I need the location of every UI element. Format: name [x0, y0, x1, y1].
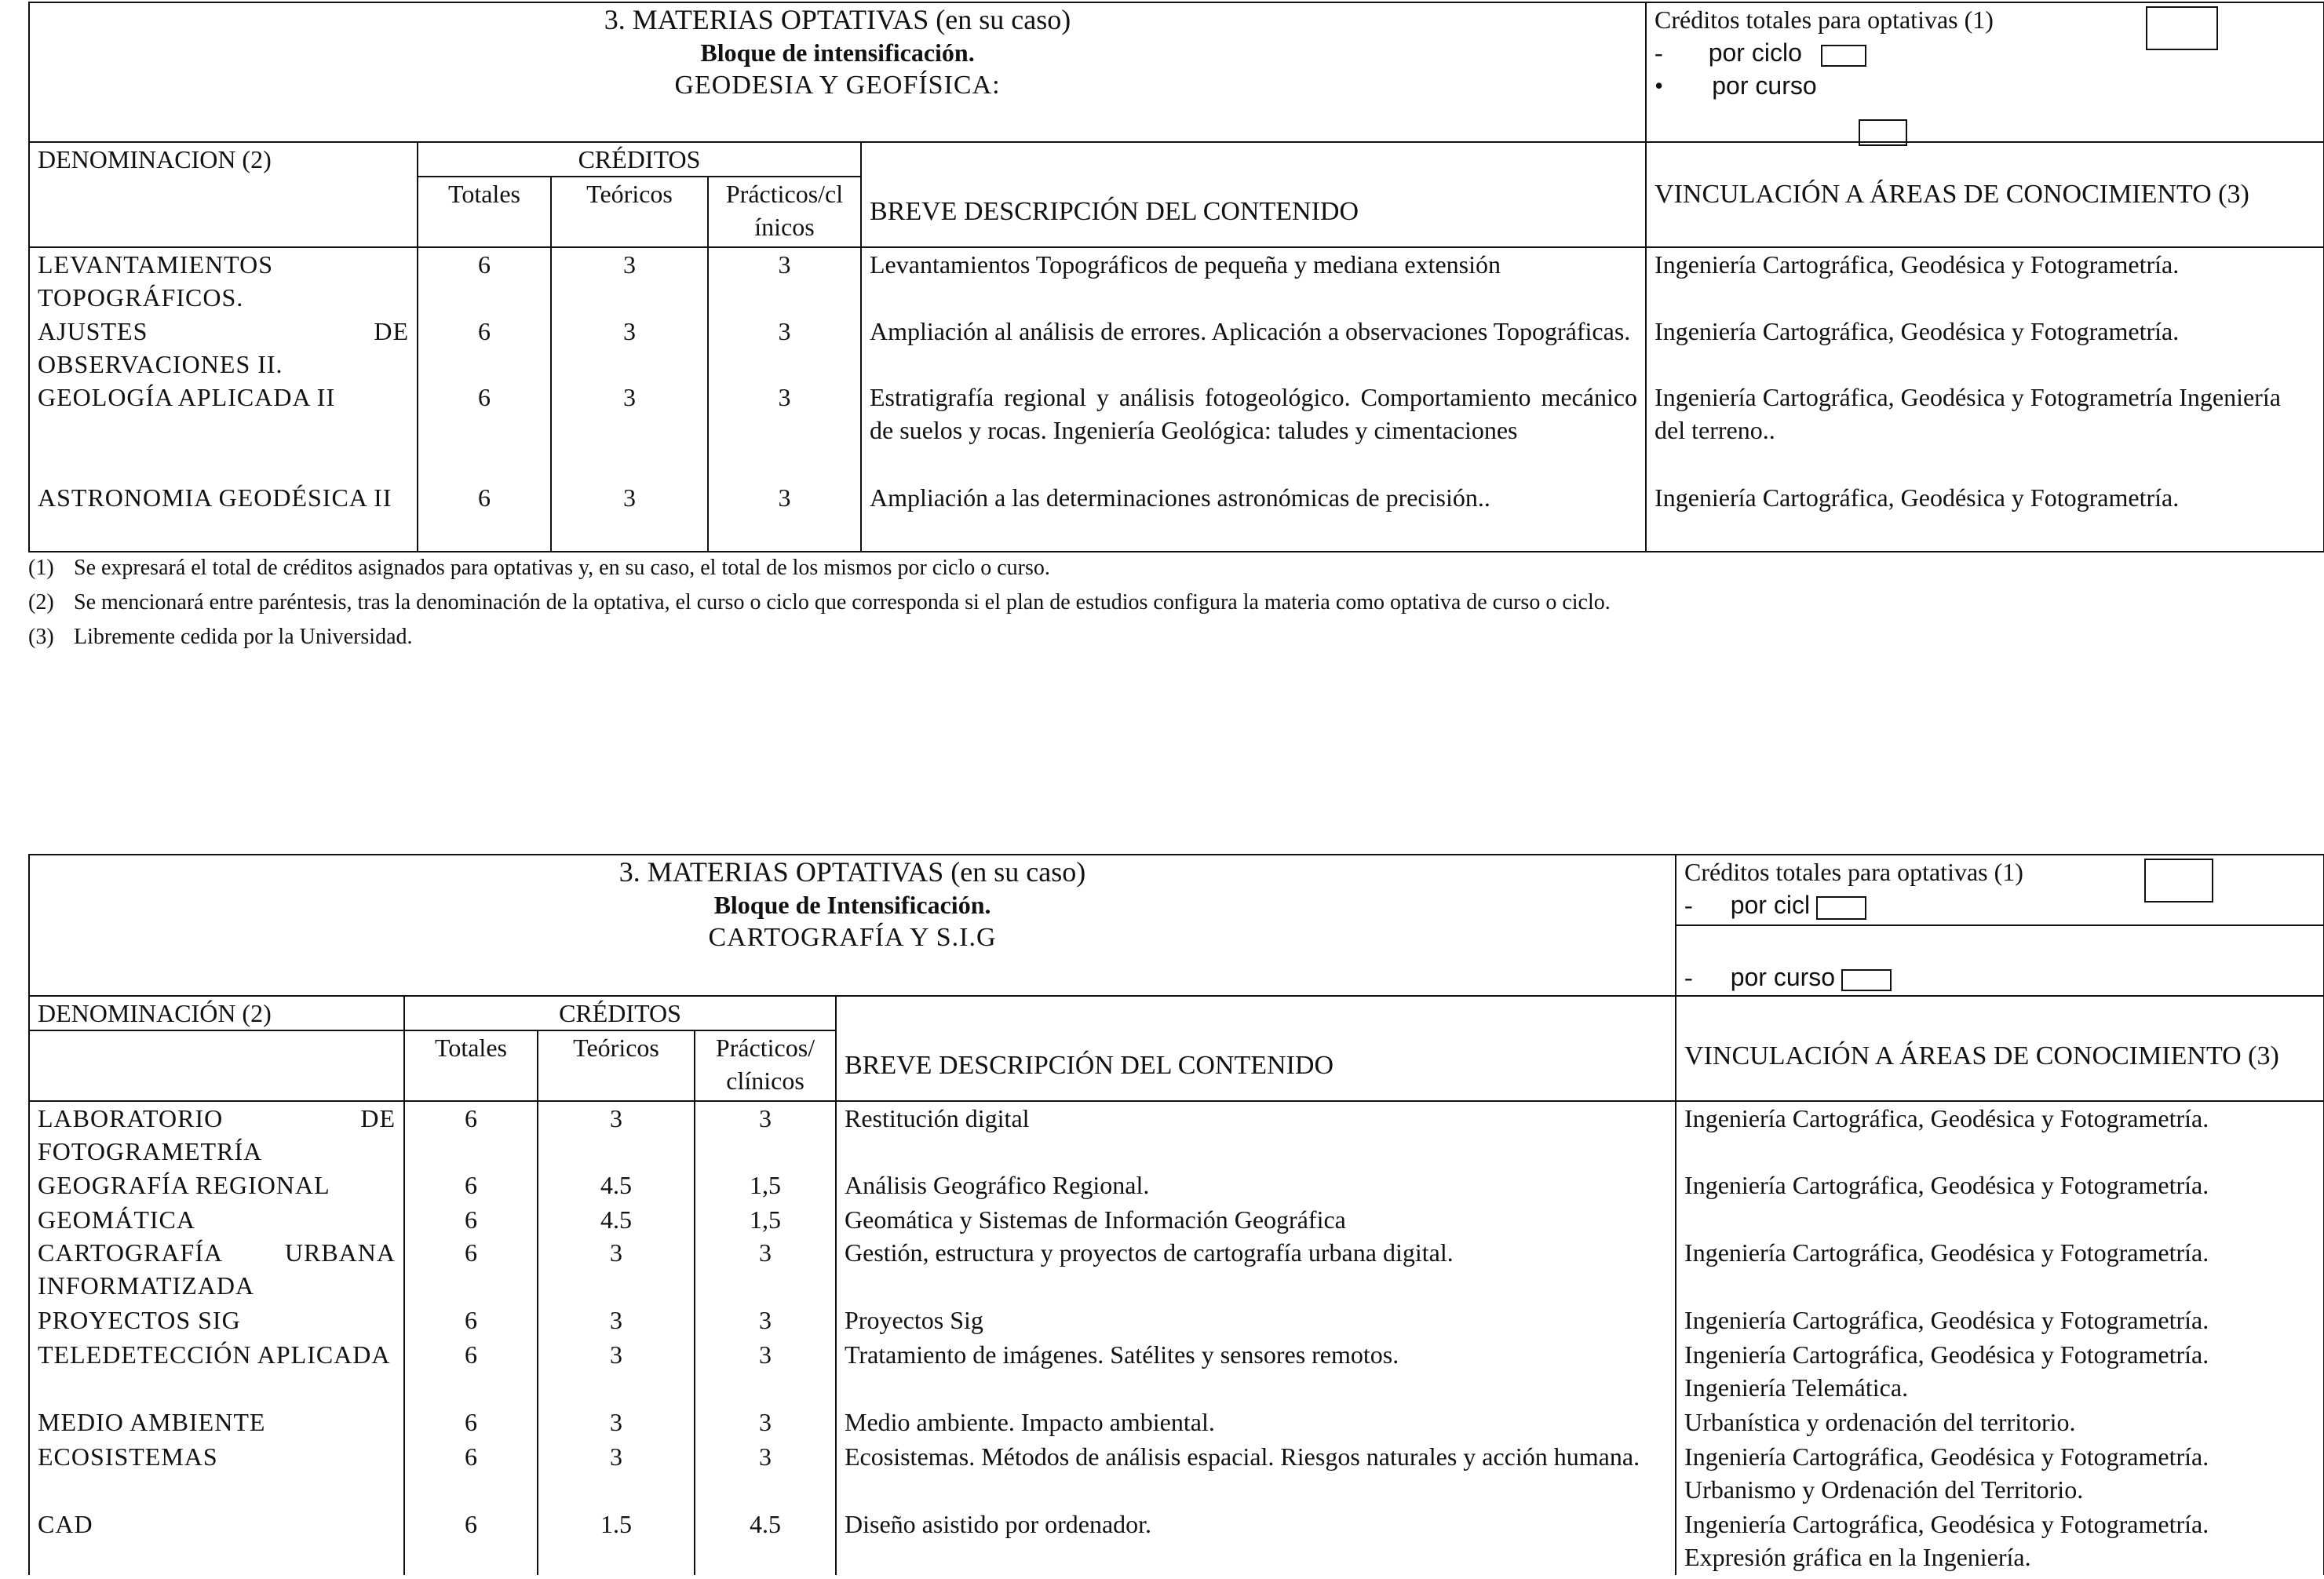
table-geodesia [28, 2, 2323, 552]
row-descripcion: Geomática y Sistemas de Información Geográfica [836, 1203, 1676, 1236]
denominacion-blank [29, 177, 418, 247]
col-practicos: Prácticos/cl ínicos [708, 177, 861, 247]
credit-total-box [2144, 859, 2213, 903]
table-row [29, 1338, 2324, 1406]
row-denominacion: MEDIO AMBIENTE [29, 1406, 404, 1440]
row-teoricos: 3 [551, 247, 708, 315]
row-teoricos: 3 [551, 481, 708, 552]
row-denominacion: ECOSISTEMAS [29, 1440, 404, 1508]
row-denominacion: LEVANTAMIENTOS TOPOGRÁFICOS. [29, 247, 418, 315]
por-ciclo-box [1821, 45, 1866, 67]
row-practicos: 1,5 [695, 1203, 836, 1236]
row-descripcion: Tratamiento de imágenes. Satélites y sensores remotos. [836, 1338, 1676, 1406]
row-practicos: 3 [695, 1101, 836, 1169]
row-practicos: 3 [695, 1406, 836, 1440]
table-row [29, 1203, 2324, 1236]
row-descripcion: Diseño asistido por ordenador. [836, 1508, 1676, 1575]
row-denominacion: GEOMÁTICA [29, 1203, 404, 1236]
dash-2: - [1684, 963, 1693, 991]
col-denominacion: DENOMINACIÓN (2) [29, 996, 404, 1030]
row-descripcion: Ampliación a las determinaciones astronómicas de precisión.. [861, 481, 1646, 552]
row-vinculacion: Ingeniería Cartográfica, Geodésica y Fotogrametría. [1676, 1101, 2324, 1169]
row-descripcion: Ecosistemas. Métodos de análisis espacial. Riesgos naturales y acción humana. [836, 1440, 1676, 1508]
row-vinculacion: Ingeniería Cartográfica, Geodésica y Fotogrametría Ingeniería del terreno.. [1646, 381, 2324, 481]
row-totales: 6 [404, 1338, 538, 1406]
row-practicos: 3 [695, 1304, 836, 1338]
col-teoricos: Teóricos [551, 177, 708, 247]
row-descripcion: Levantamientos Topográficos de pequeña y mediana extensión [861, 247, 1646, 315]
row-vinculacion: Ingeniería Cartográfica, Geodésica y Fotogrametría. Ingeniería Telemática. [1676, 1338, 2324, 1406]
table-row [29, 1440, 2324, 1508]
row-descripcion: Medio ambiente. Impacto ambiental. [836, 1406, 1676, 1440]
footnote-3 [28, 622, 2304, 652]
footnote-2 [28, 588, 2304, 618]
table-row [29, 1236, 2324, 1304]
row-totales: 6 [404, 1304, 538, 1338]
row-denominacion: LABORATORIO DE FOTOGRAMETRÍA [29, 1101, 404, 1169]
table-row [29, 1406, 2324, 1440]
footnotes [28, 553, 2304, 657]
header-subject: CARTOGRAFÍA Y S.I.G [708, 923, 997, 952]
row-teoricos: 3 [551, 315, 708, 381]
row-denominacion: GEOLOGÍA APLICADA II [29, 381, 418, 481]
col-practicos: Prácticos/ clínicos [695, 1030, 836, 1101]
row-totales: 6 [404, 1203, 538, 1236]
header-title: 3. MATERIAS OPTATIVAS (en su caso) [604, 4, 1071, 35]
row-practicos: 3 [708, 481, 861, 552]
por-curso-label: por curso [1712, 71, 1817, 100]
row-vinculacion: Ingeniería Cartográfica, Geodésica y Fotogrametría. Urbanismo y Ordenación del Territorio. [1676, 1440, 2324, 1508]
row-denominacion: TELEDETECCIÓN APLICADA [29, 1338, 404, 1406]
row-vinculacion: Ingeniería Cartográfica, Geodésica y Fotogrametría. [1676, 1304, 2324, 1338]
row-vinculacion: Ingeniería Cartográfica, Geodésica y Fotogrametría. [1646, 247, 2324, 315]
vinc-header-top [1676, 996, 2324, 1030]
vinc-header-top [1646, 142, 2324, 177]
footnote-1 [28, 553, 2304, 583]
table-row [29, 1508, 2324, 1575]
row-totales: 6 [418, 247, 551, 315]
por-ciclo-box [1816, 896, 1866, 920]
por-curso-box [1841, 969, 1892, 991]
row-totales: 6 [418, 381, 551, 481]
row-denominacion: AJUSTES DE OBSERVACIONES II. [29, 315, 418, 381]
credit-totals-cell [1676, 855, 2324, 996]
table-header [29, 855, 1676, 996]
row-practicos: 1,5 [695, 1169, 836, 1203]
footnote-text: Libremente cedida por la Universidad. [74, 625, 413, 649]
row-practicos: 3 [708, 381, 861, 481]
row-teoricos: 3 [538, 1236, 695, 1304]
row-teoricos: 4.5 [538, 1203, 695, 1236]
col-denominacion: DENOMINACION (2) [29, 142, 418, 177]
table-row [29, 381, 2324, 481]
row-denominacion: CARTOGRAFÍA URBANA INFORMATIZADA [29, 1236, 404, 1304]
footnote-number: (1) [28, 556, 54, 580]
col-creditos: CRÉDITOS [404, 996, 836, 1030]
table-row [29, 1169, 2324, 1203]
row-descripcion: Proyectos Sig [836, 1304, 1676, 1338]
row-denominacion: GEOGRAFÍA REGIONAL [29, 1169, 404, 1203]
optativas-table-1 [28, 2, 2324, 552]
creditos-totales-label: Créditos totales para optativas (1) [1655, 5, 1994, 34]
dash-1: - [1684, 891, 1693, 919]
row-practicos: 3 [695, 1236, 836, 1304]
col-descripcion: BREVE DESCRIPCIÓN DEL CONTENIDO [836, 1030, 1676, 1101]
row-vinculacion: Ingeniería Cartográfica, Geodésica y Fotogrametría. [1646, 315, 2324, 381]
row-teoricos: 4.5 [538, 1169, 695, 1203]
footnote-text: Se expresará el total de créditos asignados para optativas y, en su caso, el total de los mismos por ciclo o curso. [74, 556, 1050, 580]
header-subject: GEODESIA Y GEOFÍSICA: [674, 71, 1001, 100]
por-curso-box [1859, 119, 1907, 146]
col-vinculacion: VINCULACIÓN A ÁREAS DE CONOCIMIENTO (3) [1646, 177, 2324, 247]
row-teoricos: 3 [538, 1304, 695, 1338]
optativas-table-2 [28, 854, 2324, 1575]
header-title: 3. MATERIAS OPTATIVAS (en su caso) [618, 856, 1086, 888]
row-totales: 6 [404, 1406, 538, 1440]
table-row [29, 481, 2324, 552]
row-practicos: 3 [695, 1440, 836, 1508]
row-totales: 6 [404, 1169, 538, 1203]
por-ciclo-label: por cicl [1730, 891, 1811, 919]
por-ciclo-label: por ciclo [1708, 38, 1802, 67]
desc-header-top [836, 996, 1676, 1030]
row-totales: 6 [418, 481, 551, 552]
col-descripcion: BREVE DESCRIPCIÓN DEL CONTENIDO [861, 177, 1646, 247]
creditos-totales-label: Créditos totales para optativas (1) [1684, 858, 2023, 886]
row-teoricos: 3 [538, 1440, 695, 1508]
footnote-number: (2) [28, 590, 54, 614]
row-practicos: 3 [708, 247, 861, 315]
row-descripcion: Análisis Geográfico Regional. [836, 1169, 1676, 1203]
table-header [29, 2, 1646, 142]
header-block: Bloque de Intensificación. [713, 891, 991, 919]
table-row [29, 247, 2324, 315]
desc-header-top [861, 142, 1646, 177]
row-practicos: 3 [708, 315, 861, 381]
credit-total-box [2146, 6, 2218, 50]
col-totales: Totales [418, 177, 551, 247]
row-descripcion: Gestión, estructura y proyectos de cartografía urbana digital. [836, 1236, 1676, 1304]
row-descripcion: Restitución digital [836, 1101, 1676, 1169]
row-teoricos: 3 [538, 1406, 695, 1440]
table-row [29, 1304, 2324, 1338]
row-practicos: 4.5 [695, 1508, 836, 1575]
col-creditos: CRÉDITOS [418, 142, 861, 177]
row-vinculacion: Urbanística y ordenación del territorio. [1676, 1406, 2324, 1440]
table-cartografia [28, 854, 2323, 1575]
row-totales: 6 [404, 1440, 538, 1508]
col-totales: Totales [404, 1030, 538, 1101]
row-totales: 6 [404, 1236, 538, 1304]
footnote-text: Se mencionará entre paréntesis, tras la denominación de la optativa, el curso o ciclo que corresponda si el plan de estudios configura la materia como optativa de curso o ciclo. [74, 590, 1611, 614]
row-totales: 6 [404, 1101, 538, 1169]
row-vinculacion: Ingeniería Cartográfica, Geodésica y Fotogrametría. Expresión gráfica en la Ingeniería. [1676, 1508, 2324, 1575]
row-vinculacion: Ingeniería Cartográfica, Geodésica y Fotogrametría. [1676, 1236, 2324, 1304]
header-block: Bloque de intensificación. [700, 38, 975, 67]
por-curso-label: por curso [1730, 963, 1836, 991]
row-descripcion: Ampliación al análisis de errores. Aplicación a observaciones Topográficas. [861, 315, 1646, 381]
row-denominacion: CAD [29, 1508, 404, 1575]
row-totales: 6 [418, 315, 551, 381]
footnote-number: (3) [28, 625, 54, 649]
row-descripcion: Estratigrafía regional y análisis fotogeológico. Comportamiento mecánico de suelos y rocas. Ingeniería Geológica: taludes y cimentaciones [861, 381, 1646, 481]
credit-totals-cell [1646, 2, 2324, 142]
row-denominacion: ASTRONOMIA GEODÉSICA II [29, 481, 418, 552]
denominacion-blank [29, 1030, 404, 1101]
row-vinculacion: Ingeniería Cartográfica, Geodésica y Fotogrametría. [1646, 481, 2324, 552]
row-practicos: 3 [695, 1338, 836, 1406]
row-vinculacion [1676, 1203, 2324, 1236]
row-teoricos: 1.5 [538, 1508, 695, 1575]
row-vinculacion: Ingeniería Cartográfica, Geodésica y Fotogrametría. [1676, 1169, 2324, 1203]
row-teoricos: 3 [551, 381, 708, 481]
row-teoricos: 3 [538, 1101, 695, 1169]
dash-1: - [1655, 38, 1663, 67]
col-teoricos: Teóricos [538, 1030, 695, 1101]
table-row [29, 315, 2324, 381]
row-totales: 6 [404, 1508, 538, 1575]
table-row [29, 1101, 2324, 1169]
row-denominacion: PROYECTOS SIG [29, 1304, 404, 1338]
col-vinculacion: VINCULACIÓN A ÁREAS DE CONOCIMIENTO (3) [1676, 1030, 2324, 1101]
dash-2: • [1655, 71, 1664, 100]
row-teoricos: 3 [538, 1338, 695, 1406]
